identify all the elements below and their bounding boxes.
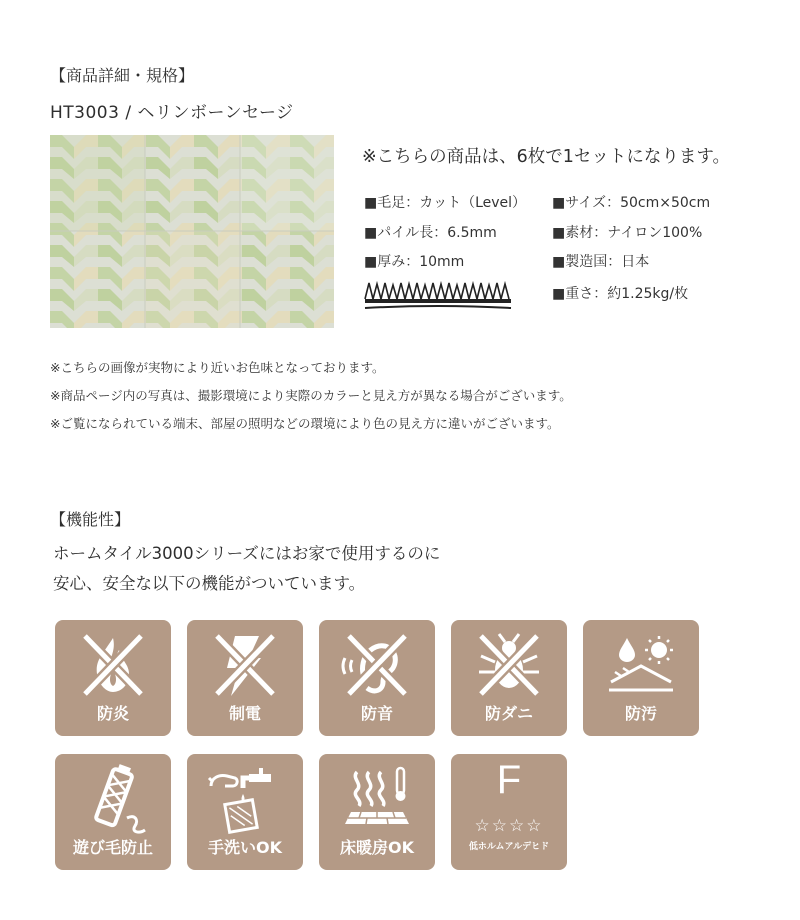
spec-origin: ■製造国：日本 xyxy=(552,254,650,270)
spec-pile-type: ■毛足：カット（Level） xyxy=(364,195,527,211)
feature-label: 防音 xyxy=(360,704,393,723)
feature-label: 遊び毛防止 xyxy=(72,838,153,857)
feature-label: 制電 xyxy=(228,704,261,723)
spec-thickness: ■厚み：10mm xyxy=(364,254,465,270)
spec-weight: ■重さ：約1.25kg/枚 xyxy=(552,286,689,302)
feature-label: 手洗いOK xyxy=(207,838,282,857)
feature-floor-heating-ok xyxy=(319,754,435,870)
feature-label: 低ホルムアルデヒド xyxy=(468,842,550,852)
feature-label: 防ダニ xyxy=(484,704,533,723)
feature-label: 防汚 xyxy=(624,704,657,723)
fire-crossed-icon xyxy=(73,630,153,700)
spec-material: ■素材：ナイロン100% xyxy=(552,225,703,241)
set-quantity-note: ※こちらの商品は、6枚で1セットになります。 xyxy=(362,147,731,167)
pile-cross-section-icon xyxy=(363,279,513,311)
product-tile-image xyxy=(50,135,334,328)
features-intro-line-2: 安心、安全な以下の機能がついています。 xyxy=(53,574,366,593)
section-title-product-details: 【商品詳細・規格】 xyxy=(50,66,195,85)
fiber-lock-icon xyxy=(73,764,153,834)
note-color-accuracy: ※こちらの画像が実物により近いお色味となっております。 xyxy=(50,360,385,375)
product-name: HT3003 / ヘリンボーンセージ xyxy=(50,103,294,123)
note-device-lighting: ※ご覧になられている端末、部屋の照明などの環境により色の見え方に違いがございます。 xyxy=(50,416,560,431)
spec-size: ■サイズ：50cm×50cm xyxy=(552,195,711,211)
section-title-features: 【機能性】 xyxy=(50,510,131,529)
stain-repel-icon xyxy=(601,630,681,700)
feature-stain-resistant xyxy=(583,620,699,736)
feature-label: 床暖房OK xyxy=(339,838,414,857)
f-grade-letter: F xyxy=(496,758,522,802)
features-intro-line-1: ホームタイル3000シリーズにはお家で使用するのに xyxy=(53,544,441,563)
feature-flame-retardant xyxy=(55,620,171,736)
feature-soundproof xyxy=(319,620,435,736)
feature-fiber-shedding-prevention xyxy=(55,754,171,870)
faucet-wash-icon xyxy=(205,764,285,834)
lightning-crossed-icon xyxy=(205,630,285,700)
note-photo-environment: ※商品ページ内の写真は、撮影環境により実際のカラーと見え方が異なる場合がございます。 xyxy=(50,388,572,403)
feature-anti-mite xyxy=(451,620,567,736)
floor-heating-icon xyxy=(337,764,417,834)
spec-pile-length: ■パイル長：6.5mm xyxy=(364,225,497,241)
feature-low-formaldehyde xyxy=(451,754,567,870)
feature-label: 防炎 xyxy=(96,704,129,723)
feature-hand-washable xyxy=(187,754,303,870)
mite-crossed-icon xyxy=(469,630,549,700)
sound-crossed-icon xyxy=(337,630,417,700)
feature-antistatic xyxy=(187,620,303,736)
herringbone-pattern xyxy=(50,135,334,328)
f-grade-stars: ☆☆☆☆ xyxy=(474,816,544,836)
